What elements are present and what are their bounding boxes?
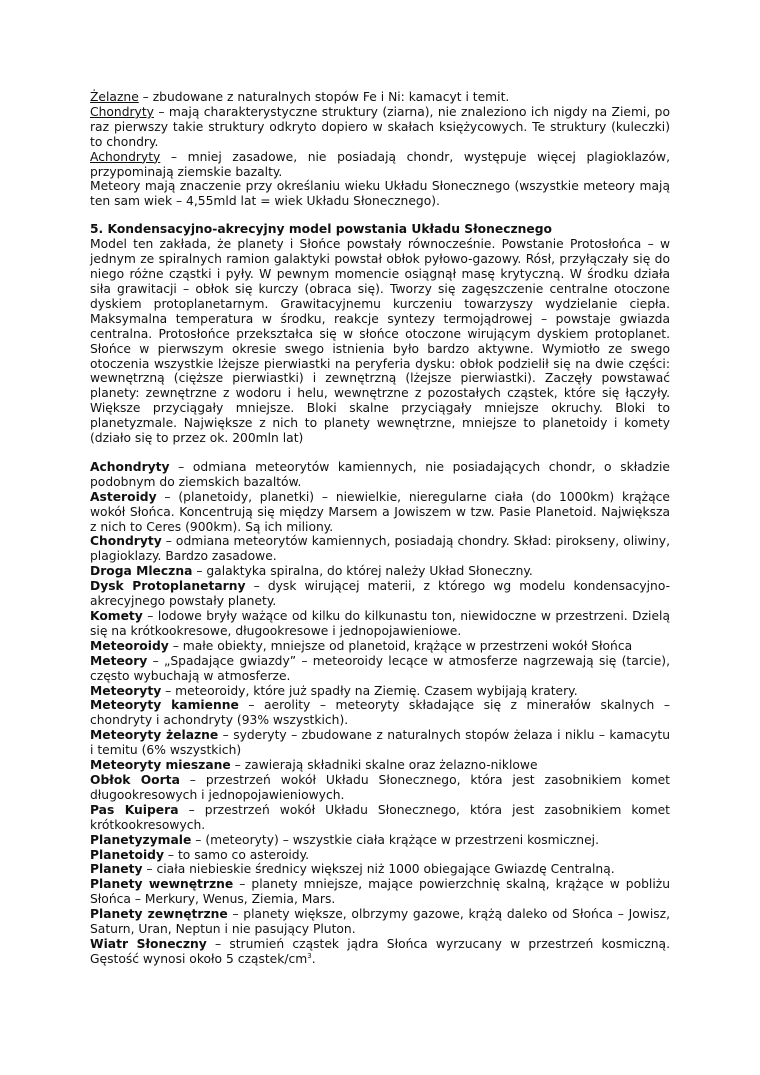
glossary-entry-last	[90, 937, 670, 967]
spacer	[90, 209, 670, 222]
glossary-entry	[90, 609, 670, 639]
intro-paragraph-zelazne	[90, 90, 670, 105]
glossary-def: – przestrzeń wokół Układu Słonecznego, która jest zasobnikiem komet długookresowych i jednopojawieniowych.	[90, 772, 670, 802]
glossary-def: – planety większe, olbrzymy gazowe, krążą daleko od Słońca – Jowisz, Saturn, Uran, Neptun i nie pasujący Pluton.	[90, 907, 671, 937]
glossary-def: – galaktyka spiralna, do której należy Układ Słoneczny.	[192, 564, 533, 579]
glossary-entry	[90, 833, 670, 848]
glossary-def: – przestrzeń wokół Układu Słonecznego, która jest zasobnikiem komet krótkookresowych.	[90, 802, 670, 832]
glossary-def: – lodowe bryły ważące od kilku do kilkunastu ton, niewidoczne w przestrzeni. Dzielą się na krótkookresowe, długookresowe i jednopojawieniowe.	[90, 609, 670, 638]
glossary-term: Droga Mleczna	[90, 564, 193, 579]
glossary-term: Meteoryty kamienne	[90, 698, 239, 713]
intro-term: Achondryty	[90, 149, 161, 164]
document-page	[90, 90, 670, 967]
glossary-def: – (planetoidy, planetki) – niewielkie, nieregularne ciała (do 1000km) krążące wokół Słońca. Koncentrują się między Marsem a Jowiszem w tzw. Pasie Planetoid. Największa z nich to Ceres (900km). Są ich miliony.	[90, 489, 670, 534]
meteors-note: Meteory mają znaczenie przy określaniu wieku Układu Słonecznego (wszystkie meteory mają ten sam wiek – 4,55mld lat = wiek Układu Słonecznego).	[90, 179, 670, 209]
intro-paragraph-chondryty	[90, 105, 670, 150]
glossary-def: – dysk wirującej materii, z którego wg modelu kondensacyjno-akrecyjnego powstały planety.	[90, 579, 671, 609]
glossary-term: Meteoryty	[90, 683, 162, 698]
glossary-term: Wiatr Słoneczny	[90, 936, 207, 951]
glossary-entry	[90, 877, 670, 907]
superscript: 3	[307, 951, 312, 960]
glossary-def: – planety mniejsze, mające powierzchnię skalną, krążące w pobliżu Słońca – Merkury, Wenus, Ziemia, Mars.	[90, 877, 670, 907]
spacer	[90, 446, 670, 460]
glossary-def: – odmiana meteorytów kamiennych, nie posiadających chondr, o składzie podobnym do ziemskich bazaltów.	[90, 459, 670, 489]
glossary-entry	[90, 460, 670, 490]
glossary-term: Planetoidy	[90, 847, 164, 862]
intro-text: – mają charakterystyczne struktury (ziarna), nie znaleziono ich nigdy na Ziemi, po raz pierwszy takie struktury odkryto dopiero w skałach księżycowych. Te struktury (kuleczki) to chondry.	[90, 104, 670, 149]
glossary-entry	[90, 803, 670, 833]
glossary-def: – strumień cząstek jądra Słońca wyrzucany w przestrzeń kosmiczną. Gęstość wynosi około 5 cząstek/cm	[90, 936, 671, 966]
glossary-entry	[90, 907, 670, 937]
glossary-def: – (meteoryty) – wszystkie ciała krążące w przestrzeni kosmicznej.	[191, 832, 599, 847]
glossary-entry	[90, 773, 670, 803]
glossary-term: Planety zewnętrzne	[90, 907, 228, 922]
glossary-entry	[90, 564, 670, 579]
glossary-term: Planety wewnętrzne	[90, 877, 234, 892]
glossary-def: – odmiana meteorytów kamiennych, posiadają chondry. Skład: pirokseny, oliwiny, plagioklazy. Bardzo zasadowe.	[90, 534, 670, 564]
glossary-entry	[90, 698, 670, 728]
glossary-term: Meteoryty żelazne	[90, 728, 219, 743]
glossary-term: Meteoryty mieszane	[90, 758, 231, 773]
glossary-def: – ciała niebieskie średnicy większej niż 1000 obiegające Gwiazdę Centralną.	[142, 862, 615, 877]
glossary-term: Komety	[90, 609, 143, 623]
glossary-def: – zawierają składniki skalne oraz żelazno-niklowe	[230, 758, 538, 773]
glossary-entry	[90, 848, 670, 863]
glossary-entry	[90, 579, 670, 609]
glossary-def: – małe obiekty, mniejsze od planetoid, krążące w przestrzeni wokół Słońca	[168, 638, 633, 653]
section-body: Model ten zakłada, że planety i Słońce powstały równocześnie. Powstanie Protosłońca – w jednym ze spiralnych ramion galaktyki powstał obłok pyłowo-gazowy. Rósł, przyłączały się do niego różne cząstki i pyły. W pewnym momencie osiągnął masę krytyczną. W środku działa siła grawitacji – obłok się kurczy (obraca się). Tworzy się zagęszczenie centralne otoczone dyskiem protoplanetarnym. Grawitacyjnemu kurczeniu towarzyszy wydzielanie ciepła. Maksymalna temperatura w środku, reakcje syntezy termojądrowej – powstaje gwiazda centralna. Protosłońce przekształca się w słońce otoczone wirującym dyskiem protoplanet. Słońce w pierwszym okresie swego istnienia było bardzo aktywne. Wymiotło ze swego otoczenia wszystkie lżejsze pierwiastki na peryferia dysku: obłok podzielił się na dwie części: wewnętrzną (cięższe pierwiastki) i zewnętrzną (lżejsze pierwiastki). Zaczęły powstawać planety: zewnętrzne z wodoru i helu, wewnętrzne z pozostałych cząstek, które się łączyły. Większe przyciągały mniejsze. Bloki skalne przyciągały mniejsze okruchy. Bloki to planetyzmale. Największe z nich to planety wewnętrzne, mniejsze to planetoidy i komety (działo się to przez ok. 200mln lat)	[90, 237, 670, 446]
section-heading: 5. Kondensacyjno-akrecyjny model powstania Układu Słonecznego	[90, 222, 552, 237]
glossary-term: Meteoroidy	[90, 638, 169, 653]
glossary-term: Achondryty	[90, 459, 170, 474]
glossary-term: Obłok Oorta	[90, 772, 180, 787]
intro-term: Żelazne	[90, 90, 139, 104]
glossary-term: Pas Kuipera	[90, 802, 179, 817]
glossary-entry	[90, 728, 670, 758]
glossary-def-end: .	[311, 951, 316, 966]
glossary-def: – „Spadające gwiazdy” – meteoroidy lecące w atmosferze nagrzewają się (tarcie), często wybuchają w atmosferze.	[90, 653, 670, 683]
glossary-term: Meteory	[90, 653, 148, 668]
intro-text: – mniej zasadowe, nie posiadają chondr, występuje więcej plagioklazów, przypominają ziemskie bazalty.	[90, 149, 670, 179]
glossary-term: Dysk Protoplanetarny	[90, 579, 246, 594]
glossary-term: Chondryty	[90, 534, 162, 549]
intro-paragraph-achondryty	[90, 150, 670, 180]
glossary-entry	[90, 654, 670, 684]
intro-term: Chondryty	[90, 104, 154, 119]
glossary-term: Asteroidy	[90, 489, 157, 504]
glossary-entry	[90, 684, 670, 699]
glossary-entry	[90, 534, 670, 564]
glossary-def: – syderyty – zbudowane z naturalnych stopów żelaza i niklu – kamacytu i temitu (6% wszystkich)	[90, 728, 670, 758]
glossary-entry	[90, 490, 670, 535]
glossary-def: – to samo co asteroidy.	[163, 847, 310, 862]
glossary-def: – meteoroidy, które już spadły na Ziemię. Czasem wybijają kratery.	[161, 683, 578, 698]
glossary-term: Planety	[90, 862, 143, 877]
glossary-def: – aerolity – meteoryty składające się z minerałów skalnych – chondryty i achondryty (93% wszystkich).	[90, 698, 670, 728]
glossary-term: Planetyzymale	[90, 832, 192, 847]
glossary-entry	[90, 862, 670, 877]
glossary-entry	[90, 758, 670, 773]
intro-text: – zbudowane z naturalnych stopów Fe i Ni: kamacyt i temit.	[138, 90, 510, 104]
glossary-entry	[90, 639, 670, 654]
glossary	[90, 460, 670, 967]
